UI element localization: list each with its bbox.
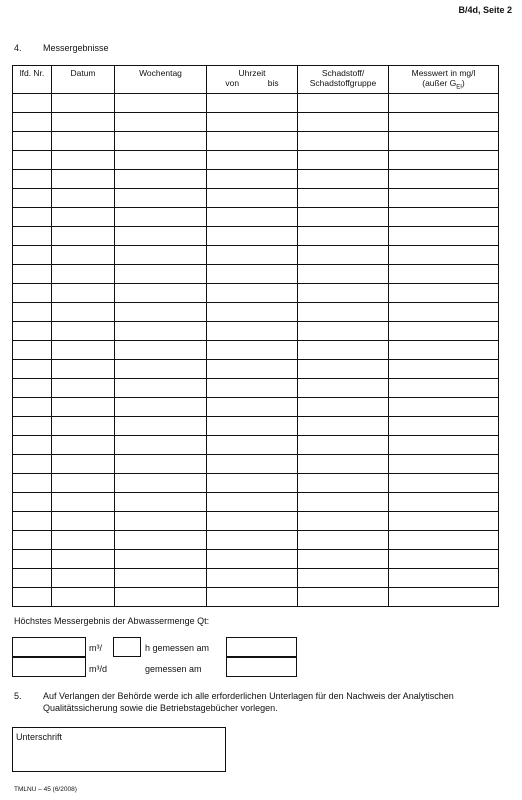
table-cell[interactable]	[115, 112, 207, 131]
table-cell[interactable]	[13, 188, 52, 207]
table-cell[interactable]	[298, 226, 389, 245]
table-cell[interactable]	[52, 188, 115, 207]
section-4-number: 4.	[14, 43, 22, 53]
table-cell[interactable]	[298, 397, 389, 416]
table-row	[13, 378, 499, 397]
table-cell[interactable]	[115, 131, 207, 150]
table-cell[interactable]	[115, 473, 207, 492]
table-row	[13, 397, 499, 416]
table-cell[interactable]	[298, 112, 389, 131]
table-row	[13, 549, 499, 568]
table-row	[13, 283, 499, 302]
table-cell[interactable]	[13, 93, 52, 112]
header-von: von	[225, 78, 240, 88]
table-cell[interactable]	[298, 340, 389, 359]
table-cell[interactable]	[13, 264, 52, 283]
table-cell[interactable]	[389, 511, 499, 530]
table-cell[interactable]	[52, 359, 115, 378]
table-cell[interactable]	[52, 321, 115, 340]
table-cell[interactable]	[52, 492, 115, 511]
table-cell[interactable]	[52, 302, 115, 321]
table-cell[interactable]	[207, 568, 298, 587]
table-cell[interactable]	[298, 454, 389, 473]
table-cell[interactable]	[389, 378, 499, 397]
table-cell[interactable]	[115, 264, 207, 283]
table-cell[interactable]	[207, 435, 298, 454]
table-cell[interactable]	[52, 131, 115, 150]
table-cell[interactable]	[115, 283, 207, 302]
table-cell[interactable]	[298, 131, 389, 150]
table-cell[interactable]	[13, 359, 52, 378]
section-4-heading	[14, 43, 109, 53]
table-cell[interactable]	[207, 530, 298, 549]
table-cell[interactable]	[115, 359, 207, 378]
table-cell[interactable]	[389, 264, 499, 283]
table-cell[interactable]	[52, 568, 115, 587]
hours-measured-label: h gemessen am	[145, 643, 210, 653]
table-cell[interactable]	[115, 435, 207, 454]
table-row	[13, 131, 499, 150]
table-header-row	[13, 66, 499, 94]
table-row	[13, 568, 499, 587]
table-cell[interactable]	[13, 112, 52, 131]
table-cell[interactable]	[52, 473, 115, 492]
table-cell[interactable]	[389, 245, 499, 264]
table-cell[interactable]	[52, 378, 115, 397]
table-cell[interactable]	[298, 530, 389, 549]
table-cell[interactable]	[389, 93, 499, 112]
table-cell[interactable]	[389, 587, 499, 606]
table-cell[interactable]	[115, 340, 207, 359]
header-schadstoff: Schadstoff/ Schadstoffgruppe	[298, 66, 389, 94]
header-bis: bis	[267, 78, 279, 88]
table-cell[interactable]	[389, 473, 499, 492]
table-cell[interactable]	[298, 264, 389, 283]
table-row	[13, 511, 499, 530]
table-row	[13, 264, 499, 283]
table-cell[interactable]	[207, 321, 298, 340]
table-cell[interactable]	[52, 511, 115, 530]
table-cell[interactable]	[389, 416, 499, 435]
table-cell[interactable]	[52, 549, 115, 568]
table-cell[interactable]	[115, 397, 207, 416]
table-cell[interactable]	[13, 378, 52, 397]
header-wochentag: Wochentag	[115, 66, 207, 94]
table-row	[13, 302, 499, 321]
header-datum: Datum	[52, 66, 115, 94]
table-cell[interactable]	[207, 340, 298, 359]
page-reference: B/4d, Seite 2	[458, 5, 512, 15]
table-cell[interactable]	[13, 473, 52, 492]
table-cell[interactable]	[389, 530, 499, 549]
table-cell[interactable]	[207, 378, 298, 397]
table-cell[interactable]	[389, 283, 499, 302]
table-cell[interactable]	[52, 416, 115, 435]
table-cell[interactable]	[115, 188, 207, 207]
table-row	[13, 169, 499, 188]
header-uhrzeit: Uhrzeit von bis	[207, 66, 298, 94]
table-cell[interactable]	[115, 492, 207, 511]
table-cell[interactable]	[389, 359, 499, 378]
table-cell[interactable]	[52, 245, 115, 264]
table-cell[interactable]	[115, 568, 207, 587]
table-row	[13, 359, 499, 378]
table-cell[interactable]	[13, 131, 52, 150]
table-cell[interactable]	[389, 207, 499, 226]
table-row	[13, 587, 499, 606]
table-row	[13, 340, 499, 359]
table-cell[interactable]	[298, 568, 389, 587]
table-cell[interactable]	[13, 416, 52, 435]
signature-label: Unterschrift	[16, 732, 63, 742]
table-cell[interactable]	[389, 169, 499, 188]
section-4-title: Messergebnisse	[43, 43, 109, 53]
table-cell[interactable]	[298, 473, 389, 492]
form-footer-code: TMLNU – 45 (6/2008)	[14, 786, 77, 793]
table-cell[interactable]	[298, 150, 389, 169]
measured-date-field-1[interactable]	[226, 637, 297, 657]
table-cell[interactable]	[389, 302, 499, 321]
table-cell[interactable]	[52, 93, 115, 112]
table-cell[interactable]	[207, 359, 298, 378]
table-cell[interactable]	[207, 226, 298, 245]
table-cell[interactable]	[298, 587, 389, 606]
table-cell[interactable]	[207, 283, 298, 302]
table-cell[interactable]	[207, 264, 298, 283]
table-cell[interactable]	[52, 454, 115, 473]
table-cell[interactable]	[298, 435, 389, 454]
table-cell[interactable]	[389, 226, 499, 245]
table-row	[13, 473, 499, 492]
table-cell[interactable]	[207, 188, 298, 207]
table-row	[13, 112, 499, 131]
table-cell[interactable]	[207, 131, 298, 150]
max-result-label: Höchstes Messergebnis der Abwassermenge Qt:	[14, 616, 210, 626]
unit-m3d-label: m³/d	[89, 664, 107, 674]
table-cell[interactable]	[207, 587, 298, 606]
header-lfd-nr: lfd. Nr.	[13, 66, 52, 94]
table-cell[interactable]	[13, 169, 52, 188]
table-cell[interactable]	[298, 245, 389, 264]
table-cell[interactable]	[13, 511, 52, 530]
table-cell[interactable]	[298, 492, 389, 511]
table-cell[interactable]	[389, 150, 499, 169]
table-cell[interactable]	[389, 131, 499, 150]
section-5-text: Auf Verlangen der Behörde werde ich alle erforderlichen Unterlagen für den Nachweis der Analytischen Qualitätssicherung sowie die Betriebstagebücher vorlegen.	[43, 691, 454, 713]
table-cell[interactable]	[52, 207, 115, 226]
table-cell[interactable]	[52, 150, 115, 169]
table-row	[13, 435, 499, 454]
table-row	[13, 416, 499, 435]
table-cell[interactable]	[52, 530, 115, 549]
table-cell[interactable]	[207, 492, 298, 511]
header-messwert: Messwert in mg/l (außer $G_{EI}$)	[389, 66, 499, 94]
table-cell[interactable]	[13, 245, 52, 264]
table-cell[interactable]	[207, 207, 298, 226]
table-cell[interactable]	[52, 435, 115, 454]
table-cell[interactable]	[207, 473, 298, 492]
table-cell[interactable]	[298, 283, 389, 302]
measured-at-label: gemessen am	[145, 664, 202, 674]
table-row	[13, 530, 499, 549]
measurement-results-table	[12, 65, 499, 607]
max-flow-m3-per-h-value-field[interactable]	[12, 637, 86, 657]
table-cell[interactable]	[115, 416, 207, 435]
table-cell[interactable]	[298, 93, 389, 112]
table-row	[13, 454, 499, 473]
table-cell[interactable]	[13, 302, 52, 321]
table-cell[interactable]	[207, 169, 298, 188]
table-cell[interactable]	[13, 226, 52, 245]
measured-date-field-2[interactable]	[226, 657, 297, 677]
table-cell[interactable]	[389, 397, 499, 416]
table-row	[13, 226, 499, 245]
hours-field[interactable]	[113, 637, 141, 657]
table-cell[interactable]	[13, 587, 52, 606]
table-cell[interactable]	[207, 150, 298, 169]
table-row	[13, 188, 499, 207]
table-cell[interactable]	[298, 549, 389, 568]
table-cell[interactable]	[115, 226, 207, 245]
section-5-number: 5.	[14, 691, 22, 701]
table-cell[interactable]	[115, 530, 207, 549]
table-cell[interactable]	[298, 207, 389, 226]
table-row	[13, 492, 499, 511]
table-cell[interactable]	[207, 549, 298, 568]
table-cell[interactable]	[52, 112, 115, 131]
table-cell[interactable]	[115, 245, 207, 264]
table-cell[interactable]	[13, 321, 52, 340]
table-row	[13, 150, 499, 169]
table-cell[interactable]	[115, 587, 207, 606]
table-cell[interactable]	[13, 283, 52, 302]
table-cell[interactable]	[298, 188, 389, 207]
table-cell[interactable]	[52, 264, 115, 283]
unit-m3-label: m³/	[89, 643, 102, 653]
table-row	[13, 321, 499, 340]
table-cell[interactable]	[298, 359, 389, 378]
table-cell[interactable]	[52, 340, 115, 359]
table-cell[interactable]	[207, 454, 298, 473]
table-cell[interactable]	[13, 207, 52, 226]
table-cell[interactable]	[13, 568, 52, 587]
table-cell[interactable]	[115, 511, 207, 530]
table-cell[interactable]	[13, 454, 52, 473]
table-cell[interactable]	[13, 435, 52, 454]
table-cell[interactable]	[298, 169, 389, 188]
table-cell[interactable]	[389, 435, 499, 454]
table-cell[interactable]	[52, 283, 115, 302]
table-cell[interactable]	[389, 112, 499, 131]
max-flow-m3-per-day-value-field[interactable]	[12, 657, 86, 677]
table-cell[interactable]	[13, 549, 52, 568]
table-cell[interactable]	[115, 302, 207, 321]
table-cell[interactable]	[52, 587, 115, 606]
table-cell[interactable]	[207, 397, 298, 416]
table-cell[interactable]	[115, 93, 207, 112]
table-cell[interactable]	[115, 321, 207, 340]
signature-field[interactable]	[12, 727, 226, 772]
table-cell[interactable]	[52, 397, 115, 416]
table-cell[interactable]	[298, 302, 389, 321]
table-cell[interactable]	[298, 321, 389, 340]
table-cell[interactable]	[13, 150, 52, 169]
table-cell[interactable]	[298, 416, 389, 435]
table-row	[13, 93, 499, 112]
table-cell[interactable]	[207, 93, 298, 112]
table-cell[interactable]	[115, 207, 207, 226]
table-cell[interactable]	[389, 568, 499, 587]
table-cell[interactable]	[13, 492, 52, 511]
table-cell[interactable]	[298, 511, 389, 530]
table-cell[interactable]	[13, 530, 52, 549]
table-cell[interactable]	[389, 321, 499, 340]
table-cell[interactable]	[207, 416, 298, 435]
table-cell[interactable]	[389, 454, 499, 473]
table-cell[interactable]	[115, 549, 207, 568]
table-cell[interactable]	[207, 511, 298, 530]
table-cell[interactable]	[52, 226, 115, 245]
table-cell[interactable]	[389, 340, 499, 359]
table-row	[13, 207, 499, 226]
table-cell[interactable]	[207, 245, 298, 264]
table-cell[interactable]	[207, 112, 298, 131]
table-cell[interactable]	[115, 454, 207, 473]
table-cell[interactable]	[389, 188, 499, 207]
table-cell[interactable]	[298, 378, 389, 397]
table-cell[interactable]	[115, 169, 207, 188]
table-cell[interactable]	[389, 549, 499, 568]
table-cell[interactable]	[13, 397, 52, 416]
table-cell[interactable]	[13, 340, 52, 359]
table-cell[interactable]	[115, 378, 207, 397]
table-cell[interactable]	[115, 150, 207, 169]
table-cell[interactable]	[52, 169, 115, 188]
table-cell[interactable]	[207, 302, 298, 321]
table-cell[interactable]	[389, 492, 499, 511]
table-row	[13, 245, 499, 264]
